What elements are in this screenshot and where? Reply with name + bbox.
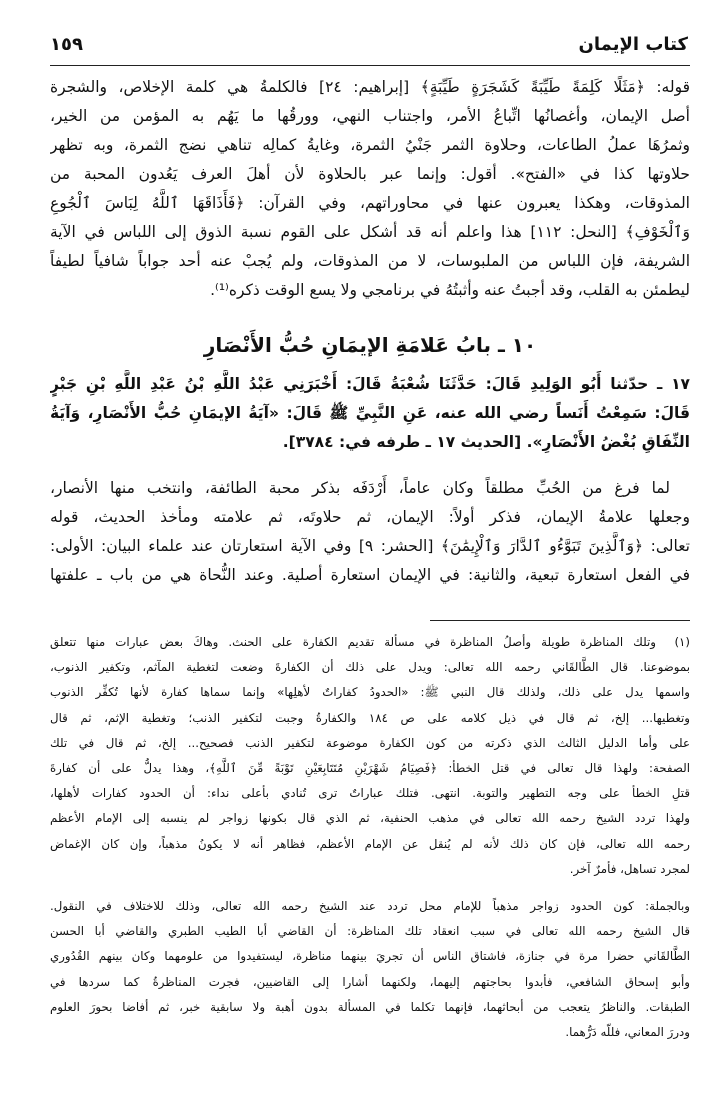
text-line: لما فرغ من الحُبِّ مطلقاً وكان عاماً، أَرْدَفَه بذكر محبة الطائفة، وانتخب منها الأنصار، [50,479,670,497]
text-line: الشريفة، فإن اللباس من الملبوسات، لا من المذوقات، ولم يُجبْ عنه أحد جواباً شافياً لطيفاً [50,252,690,270]
text-line: المذوقات، وهكذا يعبرون عنها في محاوراتهم، وفي القرآن: ﴿فَأَذَاقَهَا ٱللَّهُ لِبَاسَ ٱلْجُوعِ [50,194,690,212]
running-header-title: كتاب الإيمان [578,34,688,55]
text-line: ولهذا تردد الشيخ رحمه الله تعالى في مذهب الحنفية، ثم الذي قال بكونها زواجر لم ينسبه إلى الإمام الأعظم [50,811,690,826]
text-line: تعالى: ﴿وَٱلَّذِينَ تَبَوَّءُو ٱلدَّارَ وَٱلْإِيمَٰنَ﴾ [الحشر: ٩] وفي الآية استعارتان عند علماء البيان: الأولى: [50,537,690,555]
text-line: على وأما الدليل الثالث الذي ذكرته من كون الكفارة موضوعة لتكفير الذنب فصحيح... إلخ، ثم قال في تلك [50,735,690,750]
text-line: أصل الإيمان، وأغصانُها اتِّباعُ الأمر، واجتناب النهي، وورقُها ما يَهُم به المؤمن من الخير، [50,107,690,125]
text-line: وَٱلْخَوْفِ﴾ [النحل: ١١٢] هذا واعلم أنه قد أشكل على القوم نسبة الذوق إلى اللباس في الآية [50,223,690,241]
text-line: وتلك المناظرة طويلة وأصلُ المناظرة في مسألة تقديم الكفارة على الحنث. وهاكَ بعض عبارات منها تتعلق [50,635,656,649]
text-line: حلاوتها كذا في «الفتح». أقول: وإنما عبر بالحلاوة لأن أهلَ العرف يَعُدون المحبة من [50,165,690,183]
text-line: وتغطيها... إلخ، ثم قال في ذيل كلامه على ص ١٨٤ والكفارةُ وجبت لتكفير الذنب؛ وتغطية الإثم، ثم قال [50,710,690,725]
commentary-paragraph-2 [50,474,690,590]
text-line: قتلِ الخطأ على وجه التطهير والتوبة. انتهى. فتلك عباراتٌ ترى تُنادي بأعلى نداء: أن الحدود كفارات لأهلها، [50,786,690,801]
text-line: وثمرُهَا عملُ الطاعات، وحلاوة الثمر جَنْيُ الثمرة، وغايةُ كمالِه تناهي نضج الثمرة، وبه تظهر [50,136,690,154]
footnote-separator [430,620,690,621]
text-line: وأبو إسحاق الشافعي، فأبدوا بحاجتهم إليهما، ولكنهما أشارا إلى القاضيين، فجرت المناظرةُ كما سردها في [50,974,690,989]
chapter-heading: ١٠ ـ بابُ عَلامَةِ الإيمَانِ حُبُّ الأَنْصَارِ [203,333,537,357]
text-line: قَالَ: سَمِعْتُ أَنَساً رضي الله عنه، عَنِ النَّبِيِّ ﷺ قَالَ: «آيَةُ الإيمَانِ حُبُّ الأَنْصَارِ، وَآيَةُ [50,404,690,422]
text-line: ١٧ ـ حدّثنا أَبُو الوَلِيدِ قَالَ: حَدَّثَنَا شُعْبَةُ قَالَ: أَخْبَرَنِي عَبْدُ اللَّهِ بْنُ عَبْدِ اللَّهِ بْنِ جَبْرٍ [50,375,690,393]
text-line: وجعلها علامةُ الإيمان، فذكر أولاً: الإيمان، ثم حلاوتَه، ثم علامته ومأخذ الحديث، قوله [50,508,690,526]
text-line: واسمها يدل على ذلك، ولذلك قال النبي ﷺ: «الحدودُ كفاراتٌ لأهلِها» وإنما سماها كفارة لأنها تُكفِّر الذنوب [50,685,690,700]
text-line: في الفعل استعارة تبعية، والثانية: في الإيمان استعارة أصلية. وعند النُّحاة هي من باب ـ علفتها [50,566,690,584]
text-line: ودررَ المعاني، فللّه دَرُّهما. [565,1024,690,1039]
text-line: قوله: ﴿مَثَلًا كَلِمَةً طَيِّبَةً كَشَجَرَةٍ طَيِّبَةٍ﴾ [إبراهيم: ٢٤] فالكلمةُ هي كلمة الإخلاص، والشجرة [50,78,690,96]
text-line: الطَّالقَاني حضرا مرة في جنازة، فاشتاق الناس أن تجريَ بينهما مناظرة، ليستفيدوا من علومهما وكان بينهم القُدُوري [50,949,690,964]
text-line: رحمه الله تعالى، فإن كان ذلك لأنه لم يُنقل عن الإمام الأعظم، فظاهر أنه لا يكونُ مذهباً، وإن كان الإغماض [50,836,690,851]
commentary-paragraph-1 [50,73,690,305]
footnote-continued [50,894,690,1045]
text-line: قال الشيخ رحمه الله تعالى في سبب انعقاد تلك المناظرة: أن القاضي أبا الطيب الطبري والقاضي أبا الحسن [50,924,690,939]
hadith-text [50,370,690,457]
page-number: ١٥٩ [50,34,83,55]
text-line: النِّفَاقِ بُغْضُ الأَنْصَارِ». [الحديث ١٧ ـ طرفه في: ٣٧٨٤]. [282,433,690,451]
text-line: الطبقات. والناظرُ يتعجب من أبحاثهما، فإنهما تكلما في المسألة بدون أهبة ولا سابقية خبر، ثم أفاضا بحورَ العلوم [50,999,690,1014]
footnote-number: (١) [674,635,690,649]
text-line: الصفحة: ولهذا قال تعالى في قتل الخطأ: ﴿فَصِيَامُ شَهْرَيْنِ مُتَتَابِعَيْنِ تَوْبَةً مِّنَ ٱللَّهِ﴾، وهذا يدلُّ على أن كفارةَ [50,760,690,775]
header-rule [50,65,690,66]
text-line: بموضوعنا. قال الطَّالقَاني رحمه الله تعالى: ويدل على ذلك أن الكفارةَ وضعت لتغطية المآثم، وتكفير الذنوب، [50,660,690,675]
text-line: وبالجملة: كون الحدود زواجر مذهباً للإمام محل تردد عند الشيخ رحمه الله تعالى، وذلك للاختلاف في النقول. [50,899,690,913]
text-line: لمجرد تساهل، فأمرٌ آخر. [569,861,690,876]
text-line: ليطمئن به القلب، وقد أجبتُ عنه وأثبتُهُ في برنامجي ولا يسع الوقت ذكره⁽¹⁾. [210,281,690,299]
footnote [50,630,690,882]
